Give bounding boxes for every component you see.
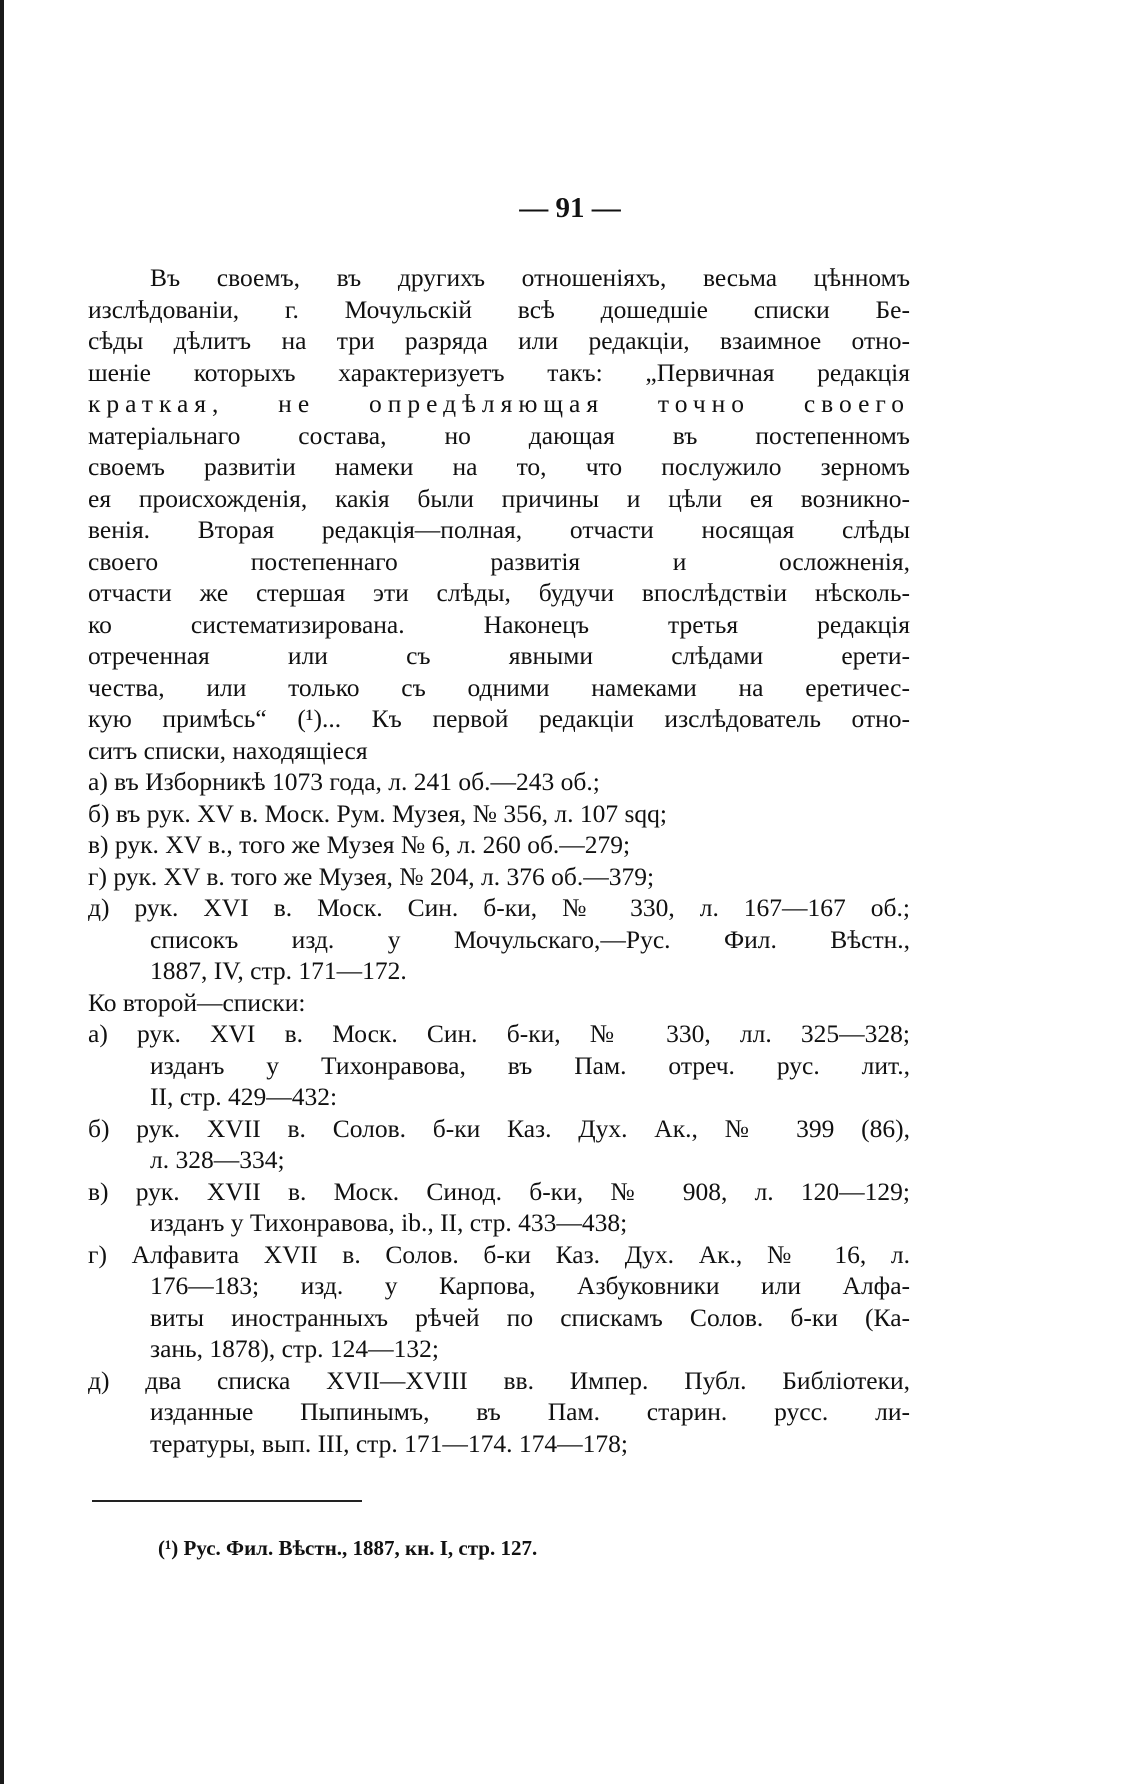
list-item-continuation: изданные Пыпинымъ, въ Пам. старин. русс. ли- (150, 1397, 910, 1426)
list-item: г) рук. XV в. того же Музея, № 204, л. 376 об.—379; (88, 861, 655, 891)
list-item-continuation: 1887, IV, стр. 171—172. (150, 956, 407, 985)
text-line: шеніе которыхъ характеризуетъ такъ: „Первичная редакція (88, 357, 910, 387)
body-text (88, 262, 910, 1459)
text-line: своего постепеннаго развитія и осложненія, (88, 546, 910, 576)
text-line: сѣды дѣлитъ на три разряда или редакціи, взаимное отно- (88, 326, 910, 355)
list-item: д) два списка XVII—XVIII вв. Импер. Публ. Библіотеки, (88, 1365, 910, 1395)
list-item-continuation: виты иностранныхъ рѣчей по спискамъ Солов. б-ки (Ка- (150, 1302, 910, 1332)
text-line: венія. Вторая редакція—полная, отчасти носящая слѣды (88, 515, 910, 544)
list-item-continuation: II, стр. 429—432: (150, 1082, 338, 1111)
list-item-continuation: зань, 1878), стр. 124—132; (150, 1334, 440, 1363)
list-item: б) въ рук. XV в. Моск. Рум. Музея, № 356, л. 107 sqq; (88, 798, 667, 828)
page-number: — 91 — (519, 192, 621, 224)
text-line: ея происхожденія, какія были причины и цѣли ея возникно- (88, 483, 910, 513)
text-line: Ко второй—списки: (88, 987, 306, 1017)
list-item-continuation: изданъ у Тихонравова, въ Пам. отреч. рус. лит., (150, 1050, 910, 1080)
text-line: ко систематизирована. Наконецъ третья редакція (88, 609, 910, 639)
text-line: своемъ развитіи намеки на то, что послужило зерномъ (88, 452, 910, 481)
footnote: (¹) Рус. Фил. Вѣстн., 1887, кн. I, стр. 127. (158, 1536, 538, 1560)
text-line: чества, или только съ одними намеками на еретичес- (88, 672, 910, 702)
text-line: краткая, не опредѣляющая точно своего (88, 389, 910, 418)
text-line: отчасти же стершая эти слѣды, будучи впослѣдствіи нѣсколь- (88, 578, 910, 607)
page-edge-line (0, 0, 4, 1784)
footnote-divider (92, 1500, 362, 1502)
list-item-continuation: тературы, вып. III, стр. 171—174. 174—178; (150, 1428, 628, 1458)
list-item: б) рук. XVII в. Солов. б-ки Каз. Дух. Ак., № 399 (86), (88, 1113, 910, 1143)
text-line: кую примѣсь“ (¹)... Къ первой редакціи изслѣдователь отно- (88, 704, 910, 733)
list-item-continuation: л. 328—334; (150, 1145, 285, 1174)
list-item: д) рук. XVI в. Моск. Син. б-ки, № 330, л. 167—167 об.; (88, 893, 910, 922)
list-item: г) Алфавита XVII в. Солов. б-ки Каз. Дух. Ак., № 16, л. (88, 1239, 910, 1269)
text-line: матеріальнаго состава, но дающая въ постепенномъ (88, 420, 910, 450)
list-item: в) рук. XVII в. Моск. Синод. б-ки, № 908, л. 120—129; (88, 1176, 910, 1206)
list-item-continuation: изданъ у Тихонравова, ib., II, стр. 433—438; (150, 1208, 628, 1237)
list-item-continuation: списокъ изд. у Мочульскаго,—Рус. Фил. Вѣстн., (150, 924, 910, 954)
list-item: а) въ Изборникѣ 1073 года, л. 241 об.—243 об.; (88, 767, 600, 796)
list-item-continuation: 176—183; изд. у Карпова, Азбуковники или Алфа- (150, 1271, 910, 1300)
text-line: ситъ списки, находящіеся (88, 735, 368, 765)
list-item: в) рук. XV в., того же Музея № 6, л. 260 об.—279; (88, 830, 631, 859)
text-line: изслѣдованіи, г. Мочульскій всѣ дошедшіе списки Бе- (88, 294, 910, 324)
text-line: Въ своемъ, въ другихъ отношеніяхъ, весьма цѣнномъ (150, 263, 910, 292)
text-line: отреченная или съ явными слѣдами ерети- (88, 641, 910, 670)
list-item: а) рук. XVI в. Моск. Син. б-ки, № 330, лл. 325—328; (88, 1019, 910, 1048)
